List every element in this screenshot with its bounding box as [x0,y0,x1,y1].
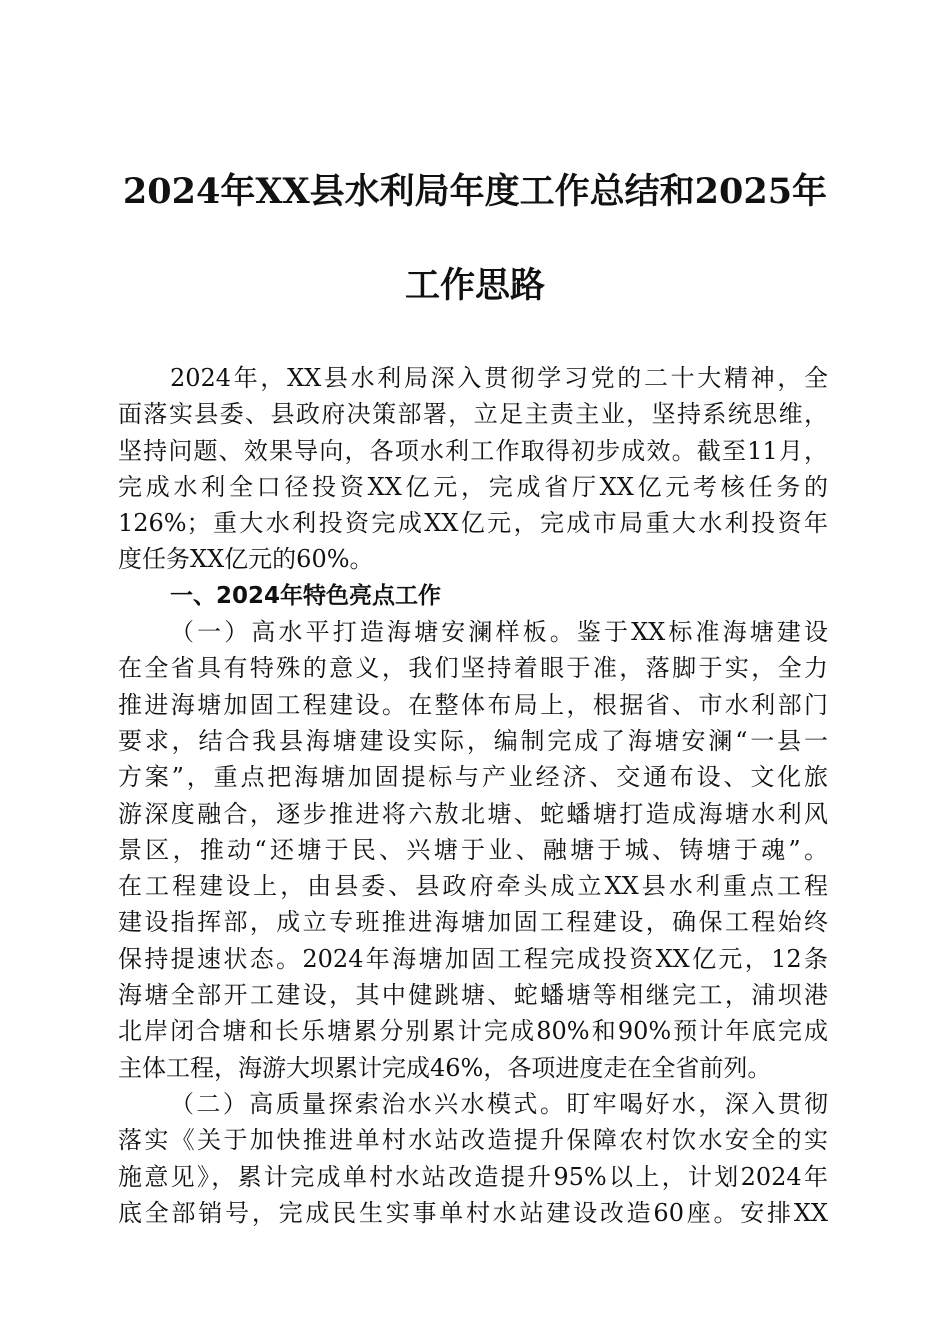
paragraph-line: （二）高质量探索治水兴水模式。盯牢喝好水，深入贯彻 [170,1089,828,1118]
paragraph-line: 在全省具有特殊的意义，我们坚持着眼于准，落脚于实，全力 [118,654,828,683]
paragraph-line: （一）高水平打造海塘安澜样板。鉴于XX标准海塘建设 [170,618,828,647]
paragraph-line: 保持提速状态。2024年海塘加固工程完成投资XX亿元，12条 [118,944,828,973]
paragraph-line: 主体工程，海游大坝累计完成46%，各项进度走在全省前列。 [118,1053,772,1082]
paragraph-line: 施意见》，累计完成单村水站改造提升95%以上，计划2024年 [118,1162,828,1191]
paragraph-line: 推进海塘加固工程建设。在整体布局上，根据省、市水利部门 [118,690,828,719]
paragraph-line: 北岸闭合塘和长乐塘累分别累计完成80%和90%预计年底完成 [118,1017,828,1046]
paragraph-line: 要求，结合我县海塘建设实际，编制完成了海塘安澜“一县一 [118,726,828,755]
paragraph-line: 2024年，XX县水利局深入贯彻学习党的二十大精神，全 [170,364,828,392]
paragraph-line: 落实《关于加快推进单村水站改造提升保障农村饮水安全的实 [118,1126,828,1155]
paragraph-line: 方案”，重点把海塘加固提标与产业经济、交通布设、文化旅 [118,763,828,792]
paragraph-line: 底全部销号，完成民生实事单村水站建设改造60座。安排XX [118,1198,828,1227]
subsection-1-paragraph [118,614,828,1086]
paragraph-line: 126%；重大水利投资完成XX亿元，完成市局重大水利投资年 [118,509,828,538]
subsection-2-paragraph [118,1086,828,1231]
document-title-line-1: 2024年XX县水利局年度工作总结和2025年 [122,171,828,212]
intro-paragraph [118,360,828,578]
paragraph-line: 坚持问题、效果导向，各项水利工作取得初步成效。截至11月， [118,436,828,465]
paragraph-line: 海塘全部开工建设，其中健跳塘、蛇蟠塘等相继完工，浦坝港 [118,981,828,1010]
paragraph-line: 度任务XX亿元的60%。 [118,545,374,574]
document-title-line-2: 工作思路 [404,265,545,306]
section-heading: 一、2024年特色亮点工作 [170,582,442,609]
paragraph-line: 游深度融合，逐步推进将六敖北塘、蛇蟠塘打造成海塘水利风 [118,799,828,828]
paragraph-line: 在工程建设上，由县委、县政府牵头成立XX县水利重点工程 [118,872,828,901]
paragraph-line: 建设指挥部，成立专班推进海塘加固工程建设，确保工程始终 [118,908,828,937]
paragraph-line: 景区，推动“还塘于民、兴塘于业、融塘于城、铸塘于魂”。 [118,835,828,864]
paragraph-line: 面落实县委、县政府决策部署，立足主责主业，坚持系统思维， [118,400,828,429]
document-body [118,360,828,1231]
paragraph-line: 完成水利全口径投资XX亿元，完成省厅XX亿元考核任务的 [118,472,828,501]
